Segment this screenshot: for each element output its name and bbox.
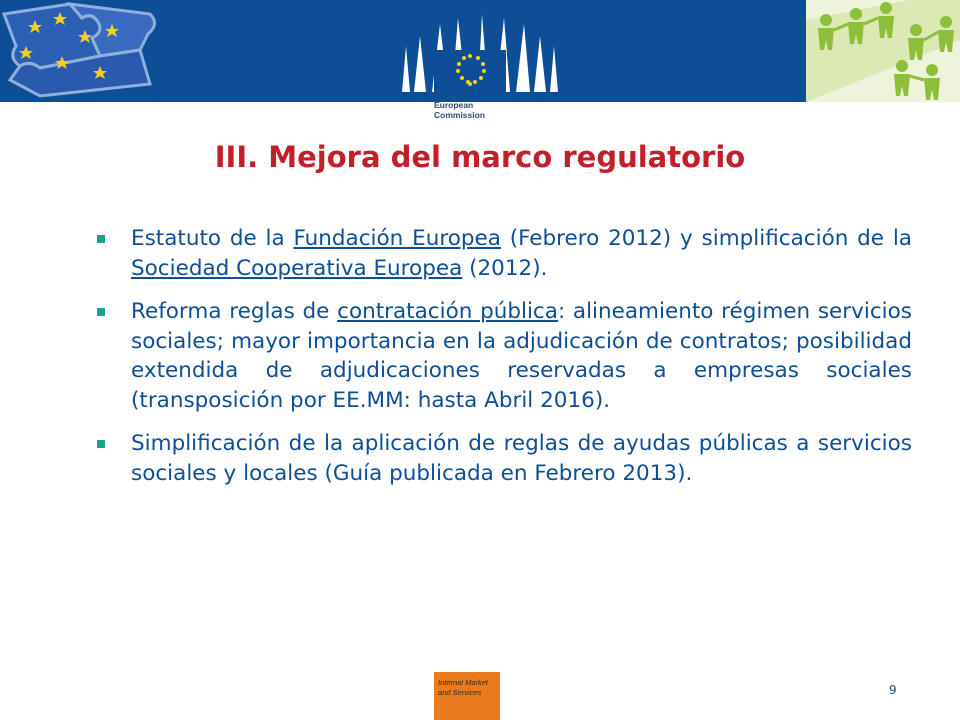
bullet-text: Reforma reglas de [131,299,338,324]
dg-line-1: Internal Market [438,678,489,687]
eu-puzzle-image [0,0,180,102]
bullet-text: (2012). [462,255,548,281]
bullet-square-icon [97,440,105,448]
logo-wordmark [434,100,514,120]
bullet-item-fundacion [97,224,912,283]
bullet-text: : alineamiento régimen servicios sociales; mayor importancia en la adjudicación de contratos; posibilidad extendida de adjudicaciones reservadas a empresas sociales (transposición por EE.MM: hasta Abril 2016). [131,299,912,413]
bullet-square-icon [97,308,105,316]
slide-title: III. Mejora del marco regulatorio [214,140,746,174]
logo-line-commission: Commission [434,110,486,120]
link-contratacion-publica[interactable]: contratación pública [337,299,558,324]
link-sociedad-cooperativa-europea[interactable]: Sociedad Cooperativa Europea [131,255,463,281]
bullet-text: Estatuto de la [131,226,294,251]
logo-line-european: European [434,100,474,110]
bullet-list [97,224,912,502]
dg-internal-market-logo [434,672,500,720]
bullet-text: (Febrero 2012) y simplificación de la [500,226,912,251]
link-fundacion-europea[interactable]: Fundación Europea [293,226,501,251]
page-number: 9 [889,683,897,697]
bullet-item-contratacion [97,297,912,415]
european-commission-logo [392,14,568,134]
bullet-text: Simplificación de la aplicación de reglas de ayudas públicas a servicios sociales y locales (Guía publicada en Febrero 2013). [131,431,912,486]
bullet-item-ayudas [97,429,912,488]
bullet-square-icon [97,235,105,243]
dg-line-2: and Services [438,688,482,697]
people-chain-image [806,0,960,102]
